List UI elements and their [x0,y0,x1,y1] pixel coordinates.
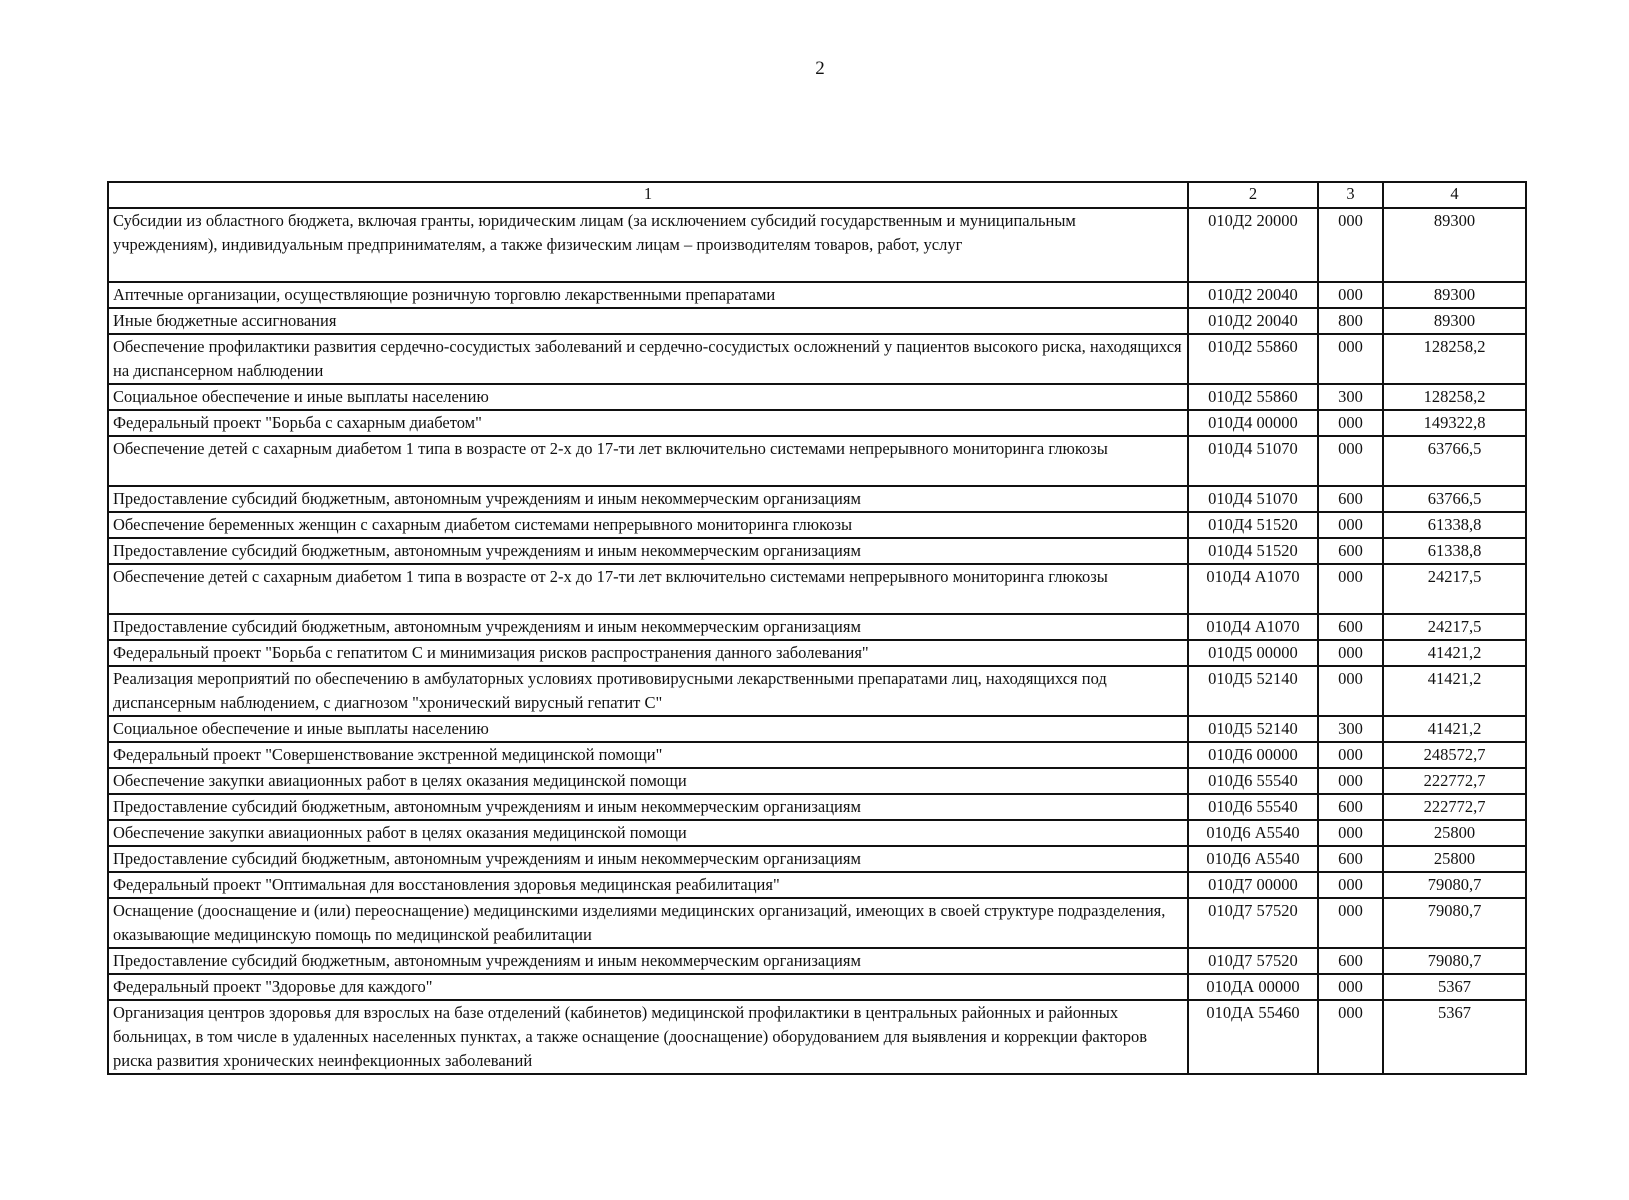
row-sum: 79080,7 [1383,898,1526,948]
header-col-1: 1 [108,182,1188,208]
row-code: 010ДА 00000 [1188,974,1318,1000]
row-name: Реализация мероприятий по обеспечению в амбулаторных условиях противовирусными лекарственными препаратами лиц, находящихся под диспансерным наблюдением, с диагнозом "хронический вирусный гепатит С" [108,666,1188,716]
row-code: 010Д2 55860 [1188,384,1318,410]
page-number: 2 [815,58,825,79]
row-code: 010Д2 20000 [1188,208,1318,282]
row-name: Федеральный проект "Борьба с гепатитом С и минимизация рисков распространения данного заболевания" [108,640,1188,666]
row-code: 010Д6 А5540 [1188,820,1318,846]
table-header-row [108,182,1526,208]
table-row [108,334,1526,384]
row-code: 010Д4 51070 [1188,436,1318,486]
row-sum: 41421,2 [1383,666,1526,716]
budget-table [107,181,1527,1075]
row-type: 000 [1318,974,1383,1000]
row-name: Социальное обеспечение и иные выплаты населению [108,716,1188,742]
row-code: 010Д4 А1070 [1188,564,1318,614]
row-sum: 5367 [1383,974,1526,1000]
row-name: Субсидии из областного бюджета, включая гранты, юридическим лицам (за исключением субсидий государственным и муниципальным учреждениям), индивидуальным предпринимателям, а также физическим лицам – производителям товаров, работ, услуг [108,208,1188,282]
row-code: 010Д4 51520 [1188,538,1318,564]
row-sum: 89300 [1383,308,1526,334]
header-col-4: 4 [1383,182,1526,208]
row-sum: 41421,2 [1383,716,1526,742]
row-sum: 24217,5 [1383,614,1526,640]
table-row [108,666,1526,716]
table-row [108,872,1526,898]
row-type: 000 [1318,1000,1383,1074]
row-name: Предоставление субсидий бюджетным, автономным учреждениям и иным некоммерческим организациям [108,846,1188,872]
row-code: 010Д7 00000 [1188,872,1318,898]
row-name: Оснащение (дооснащение и (или) переоснащение) медицинскими изделиями медицинских организаций, имеющих в своей структуре подразделения, оказывающие медицинскую помощь по медицинской реабилитации [108,898,1188,948]
row-name: Федеральный проект "Здоровье для каждого" [108,974,1188,1000]
row-name: Обеспечение детей с сахарным диабетом 1 типа в возрасте от 2-х до 17-ти лет включительно системами непрерывного мониторинга глюкозы [108,436,1188,486]
table-row [108,384,1526,410]
row-code: 010Д7 57520 [1188,898,1318,948]
row-name: Предоставление субсидий бюджетным, автономным учреждениям и иным некоммерческим организациям [108,614,1188,640]
table-row [108,974,1526,1000]
row-sum: 63766,5 [1383,486,1526,512]
row-name: Федеральный проект "Борьба с сахарным диабетом" [108,410,1188,436]
row-name: Федеральный проект "Совершенствование экстренной медицинской помощи" [108,742,1188,768]
row-code: 010Д6 55540 [1188,794,1318,820]
row-type: 000 [1318,898,1383,948]
row-type: 600 [1318,538,1383,564]
table-row [108,208,1526,282]
row-type: 000 [1318,410,1383,436]
row-type: 000 [1318,512,1383,538]
row-name: Предоставление субсидий бюджетным, автономным учреждениям и иным некоммерческим организациям [108,794,1188,820]
row-type: 600 [1318,614,1383,640]
row-name: Обеспечение закупки авиационных работ в целях оказания медицинской помощи [108,768,1188,794]
row-sum: 25800 [1383,820,1526,846]
row-name: Предоставление субсидий бюджетным, автономным учреждениям и иным некоммерческим организациям [108,486,1188,512]
row-type: 000 [1318,334,1383,384]
row-type: 000 [1318,640,1383,666]
row-code: 010Д6 А5540 [1188,846,1318,872]
row-code: 010Д7 57520 [1188,948,1318,974]
row-code: 010Д2 20040 [1188,282,1318,308]
row-name: Аптечные организации, осуществляющие розничную торговлю лекарственными препаратами [108,282,1188,308]
row-type: 000 [1318,564,1383,614]
table-row [108,716,1526,742]
table-row [108,742,1526,768]
row-sum: 5367 [1383,1000,1526,1074]
row-type: 300 [1318,716,1383,742]
row-sum: 61338,8 [1383,538,1526,564]
table-row [108,846,1526,872]
row-sum: 24217,5 [1383,564,1526,614]
row-sum: 149322,8 [1383,410,1526,436]
row-name: Обеспечение беременных женщин с сахарным диабетом системами непрерывного мониторинга глюкозы [108,512,1188,538]
row-name: Обеспечение профилактики развития сердечно-сосудистых заболеваний и сердечно-сосудистых осложнений у пациентов высокого риска, находящихся на диспансерном наблюдении [108,334,1188,384]
table-row [108,486,1526,512]
row-name: Предоставление субсидий бюджетным, автономным учреждениям и иным некоммерческим организациям [108,538,1188,564]
row-sum: 128258,2 [1383,334,1526,384]
row-sum: 89300 [1383,208,1526,282]
row-code: 010Д2 55860 [1188,334,1318,384]
row-code: 010Д4 51520 [1188,512,1318,538]
table-row [108,436,1526,486]
table-row [108,512,1526,538]
row-sum: 222772,7 [1383,794,1526,820]
table-row [108,768,1526,794]
row-code: 010Д6 55540 [1188,768,1318,794]
row-type: 000 [1318,208,1383,282]
table-row [108,308,1526,334]
row-type: 300 [1318,384,1383,410]
row-type: 000 [1318,820,1383,846]
row-type: 000 [1318,872,1383,898]
table-row [108,564,1526,614]
row-code: 010Д5 00000 [1188,640,1318,666]
table-row [108,1000,1526,1074]
row-sum: 128258,2 [1383,384,1526,410]
row-sum: 41421,2 [1383,640,1526,666]
row-name: Обеспечение закупки авиационных работ в целях оказания медицинской помощи [108,820,1188,846]
header-col-3: 3 [1318,182,1383,208]
table-row [108,820,1526,846]
row-code: 010ДА 55460 [1188,1000,1318,1074]
row-sum: 79080,7 [1383,872,1526,898]
row-type: 600 [1318,846,1383,872]
row-type: 000 [1318,436,1383,486]
row-sum: 61338,8 [1383,512,1526,538]
row-sum: 89300 [1383,282,1526,308]
row-sum: 25800 [1383,846,1526,872]
row-type: 800 [1318,308,1383,334]
row-name: Федеральный проект "Оптимальная для восстановления здоровья медицинская реабилитация" [108,872,1188,898]
table-row [108,898,1526,948]
row-name: Обеспечение детей с сахарным диабетом 1 типа в возрасте от 2-х до 17-ти лет включительно системами непрерывного мониторинга глюкозы [108,564,1188,614]
row-code: 010Д4 51070 [1188,486,1318,512]
table-row [108,410,1526,436]
table-row [108,948,1526,974]
table-row [108,794,1526,820]
table-row [108,282,1526,308]
row-name: Иные бюджетные ассигнования [108,308,1188,334]
row-type: 600 [1318,948,1383,974]
row-type: 000 [1318,768,1383,794]
row-code: 010Д5 52140 [1188,666,1318,716]
row-type: 000 [1318,742,1383,768]
header-col-2: 2 [1188,182,1318,208]
row-sum: 63766,5 [1383,436,1526,486]
row-code: 010Д5 52140 [1188,716,1318,742]
table-row [108,614,1526,640]
table-row [108,640,1526,666]
row-name: Организация центров здоровья для взрослых на базе отделений (кабинетов) медицинской профилактики в центральных районных и районных больницах, в том числе в удаленных населенных пунктах, а также оснащение (дооснащение) оборудованием для выявления и коррекции факторов риска развития хронических неинфекционных заболеваний [108,1000,1188,1074]
table-row [108,538,1526,564]
row-sum: 79080,7 [1383,948,1526,974]
row-code: 010Д6 00000 [1188,742,1318,768]
row-code: 010Д4 А1070 [1188,614,1318,640]
row-code: 010Д4 00000 [1188,410,1318,436]
row-name: Предоставление субсидий бюджетным, автономным учреждениям и иным некоммерческим организациям [108,948,1188,974]
row-sum: 222772,7 [1383,768,1526,794]
row-type: 000 [1318,282,1383,308]
row-type: 600 [1318,486,1383,512]
row-type: 600 [1318,794,1383,820]
row-code: 010Д2 20040 [1188,308,1318,334]
row-name: Социальное обеспечение и иные выплаты населению [108,384,1188,410]
row-type: 000 [1318,666,1383,716]
row-sum: 248572,7 [1383,742,1526,768]
